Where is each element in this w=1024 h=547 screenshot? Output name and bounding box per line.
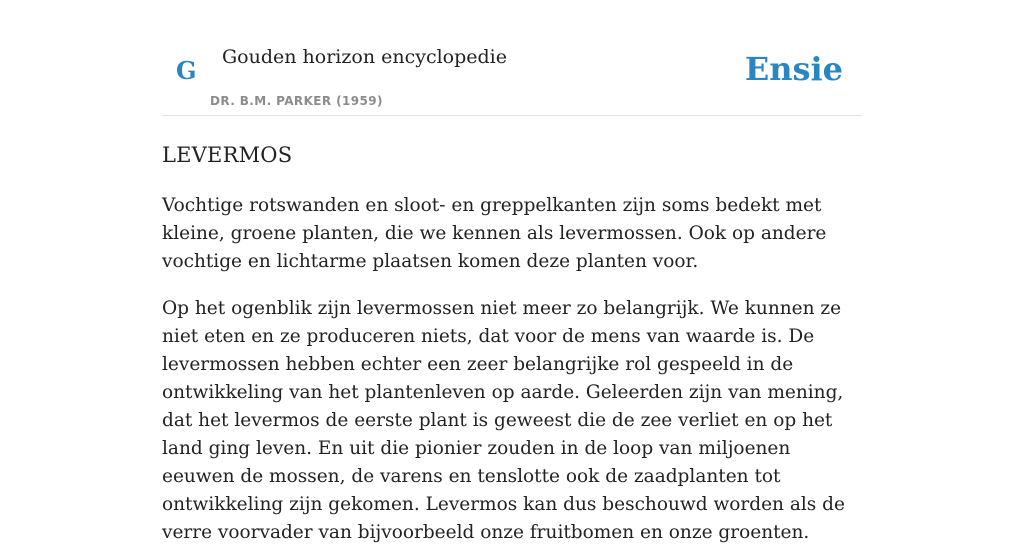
book-author: DR. B.M. PARKER (1959)	[210, 94, 383, 108]
book-logo[interactable]: G	[176, 56, 197, 85]
brand-logo[interactable]: Ensie	[744, 50, 843, 88]
book-title[interactable]: Gouden horizon encyclopedie	[222, 46, 507, 68]
article-title: LEVERMOS	[162, 143, 293, 167]
article	[162, 141, 862, 547]
page-header	[162, 40, 862, 116]
article-paragraph: Vochtige rotswanden en sloot- en greppelkanten zijn soms bedekt met kleine, groene planten, die we kennen als levermossen. Ook op andere vochtige en lichtarme plaatsen komen deze planten voor.	[162, 195, 827, 272]
article-paragraph: Op het ogenblik zijn levermossen niet meer zo belangrijk. We kunnen ze niet eten en ze produceren niets, dat voor de mens van waarde is. De levermossen hebben echter een zeer belangrijke rol gespeeld in de ontwikkeling van het plantenleven op aarde. Geleerden zijn van mening, dat het levermos de eerste plant is geweest die de zee verliet en op het land ging leven. En uit die pionier zouden in de loop van miljoenen eeuwen de mossen, de varens en tenslotte ook de zaadplanten tot ontwikkeling zijn gekomen. Levermos kan dus beschouwd worden als de verre voorvader van bijvoorbeeld onze fruitbomen en onze groenten.	[162, 298, 845, 543]
